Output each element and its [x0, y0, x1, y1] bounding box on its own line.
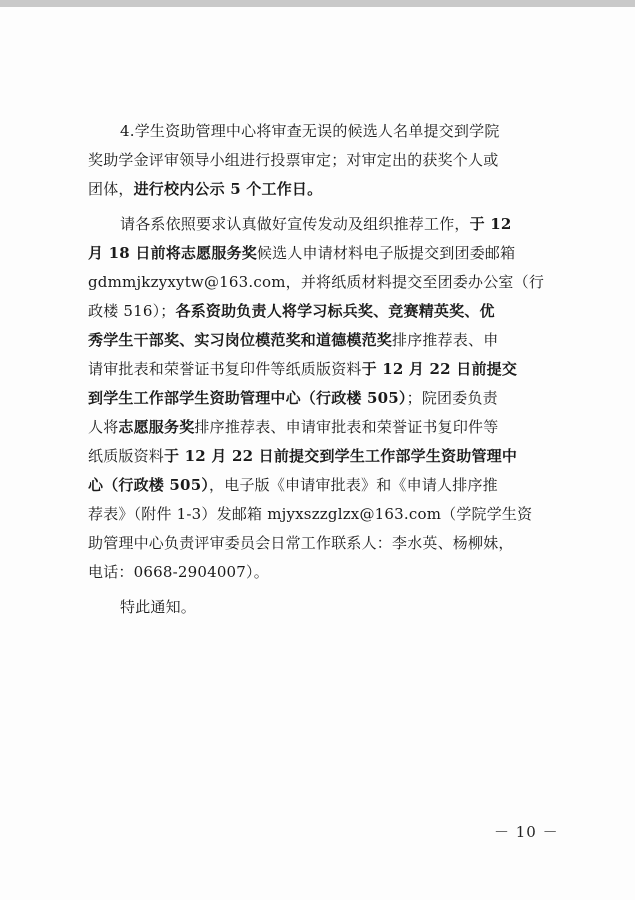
text-run: 排序推荐表、申: [392, 331, 499, 349]
closing-text: 特此通知。: [120, 598, 197, 616]
text-line: [88, 117, 558, 146]
text-line: [88, 239, 558, 268]
bold-text-run: 各系资助负责人将学习标兵奖、竞赛精英奖、优: [175, 302, 495, 320]
bold-text-run: 月 18 日前将志愿服务奖: [88, 244, 257, 262]
top-edge: [0, 0, 635, 7]
text-line: [88, 593, 558, 622]
text-run: ，电子版《申请审批表》和《申请人排序推: [209, 476, 498, 494]
bold-text-run: 心（行政楼 505）: [88, 476, 210, 494]
text-run: 4.学生资助管理中心将审查无误的候选人名单提交到学院: [120, 122, 500, 140]
text-run: 政楼 516）；: [88, 302, 176, 320]
text-run: 团体，: [88, 180, 134, 198]
text-line: [88, 355, 558, 384]
bold-text-run: 秀学生干部奖、实习岗位模范奖和道德模范奖: [88, 331, 393, 349]
text-line: [88, 384, 558, 413]
text-run: 助管理中心负责评审委员会日常工作联系人：李水英、杨柳妹，: [88, 534, 514, 552]
text-line: [88, 210, 558, 239]
text-line: [88, 268, 558, 297]
phone-text: 电话：0668-2904007）。: [88, 563, 269, 581]
paragraph-instructions: [88, 210, 558, 587]
document-body: [88, 117, 558, 622]
bold-text-run: 进行校内公示 5 个工作日。: [133, 180, 323, 198]
email-text: 荐表》（附件 1-3）发邮箱 mjyxszzglzx@163.com（学院学生资: [88, 505, 533, 523]
closing-paragraph: [88, 593, 558, 622]
bold-text-run: 于 12 月 22 日前提交到学生工作部学生资助管理中: [164, 447, 518, 465]
text-line: [88, 297, 558, 326]
page-number: － 10 －: [494, 823, 559, 841]
bold-text-run: 于 12 月 22 日前提交: [361, 360, 518, 378]
text-line: [88, 146, 558, 175]
text-line: [88, 529, 558, 558]
text-line: [88, 175, 558, 204]
text-run: 请审批表和荣誉证书复印件等纸质版资料: [88, 360, 362, 378]
text-run: 人将: [88, 418, 119, 436]
text-run: 奖助学金评审领导小组进行投票审定；对审定出的获奖个人或: [88, 151, 499, 169]
paragraph-item-4: [88, 117, 558, 204]
text-line: [88, 326, 558, 355]
text-line: [88, 558, 558, 587]
text-line: [88, 442, 558, 471]
text-run: 请各系依照要求认真做好宣传发动及组织推荐工作，: [120, 215, 470, 233]
text-line: [88, 413, 558, 442]
bold-text-run: 志愿服务奖: [118, 418, 195, 436]
text-run: 候选人申请材料电子版提交到团委邮箱: [256, 244, 516, 262]
text-line: [88, 500, 558, 529]
text-run: 排序推荐表、申请审批表和荣誉证书复印件等: [194, 418, 499, 436]
bold-text-run: 到学生工作部学生资助管理中心（行政楼 505）: [88, 389, 407, 407]
text-run: 纸质版资料: [88, 447, 165, 465]
text-line: [88, 471, 558, 500]
bold-text-run: 于 12: [469, 215, 512, 233]
email-text: gdmmjkzyxytw@163.com，并将纸质材料提交至团委办公室（行: [88, 273, 545, 291]
text-run: ；院团委负责: [406, 389, 498, 407]
